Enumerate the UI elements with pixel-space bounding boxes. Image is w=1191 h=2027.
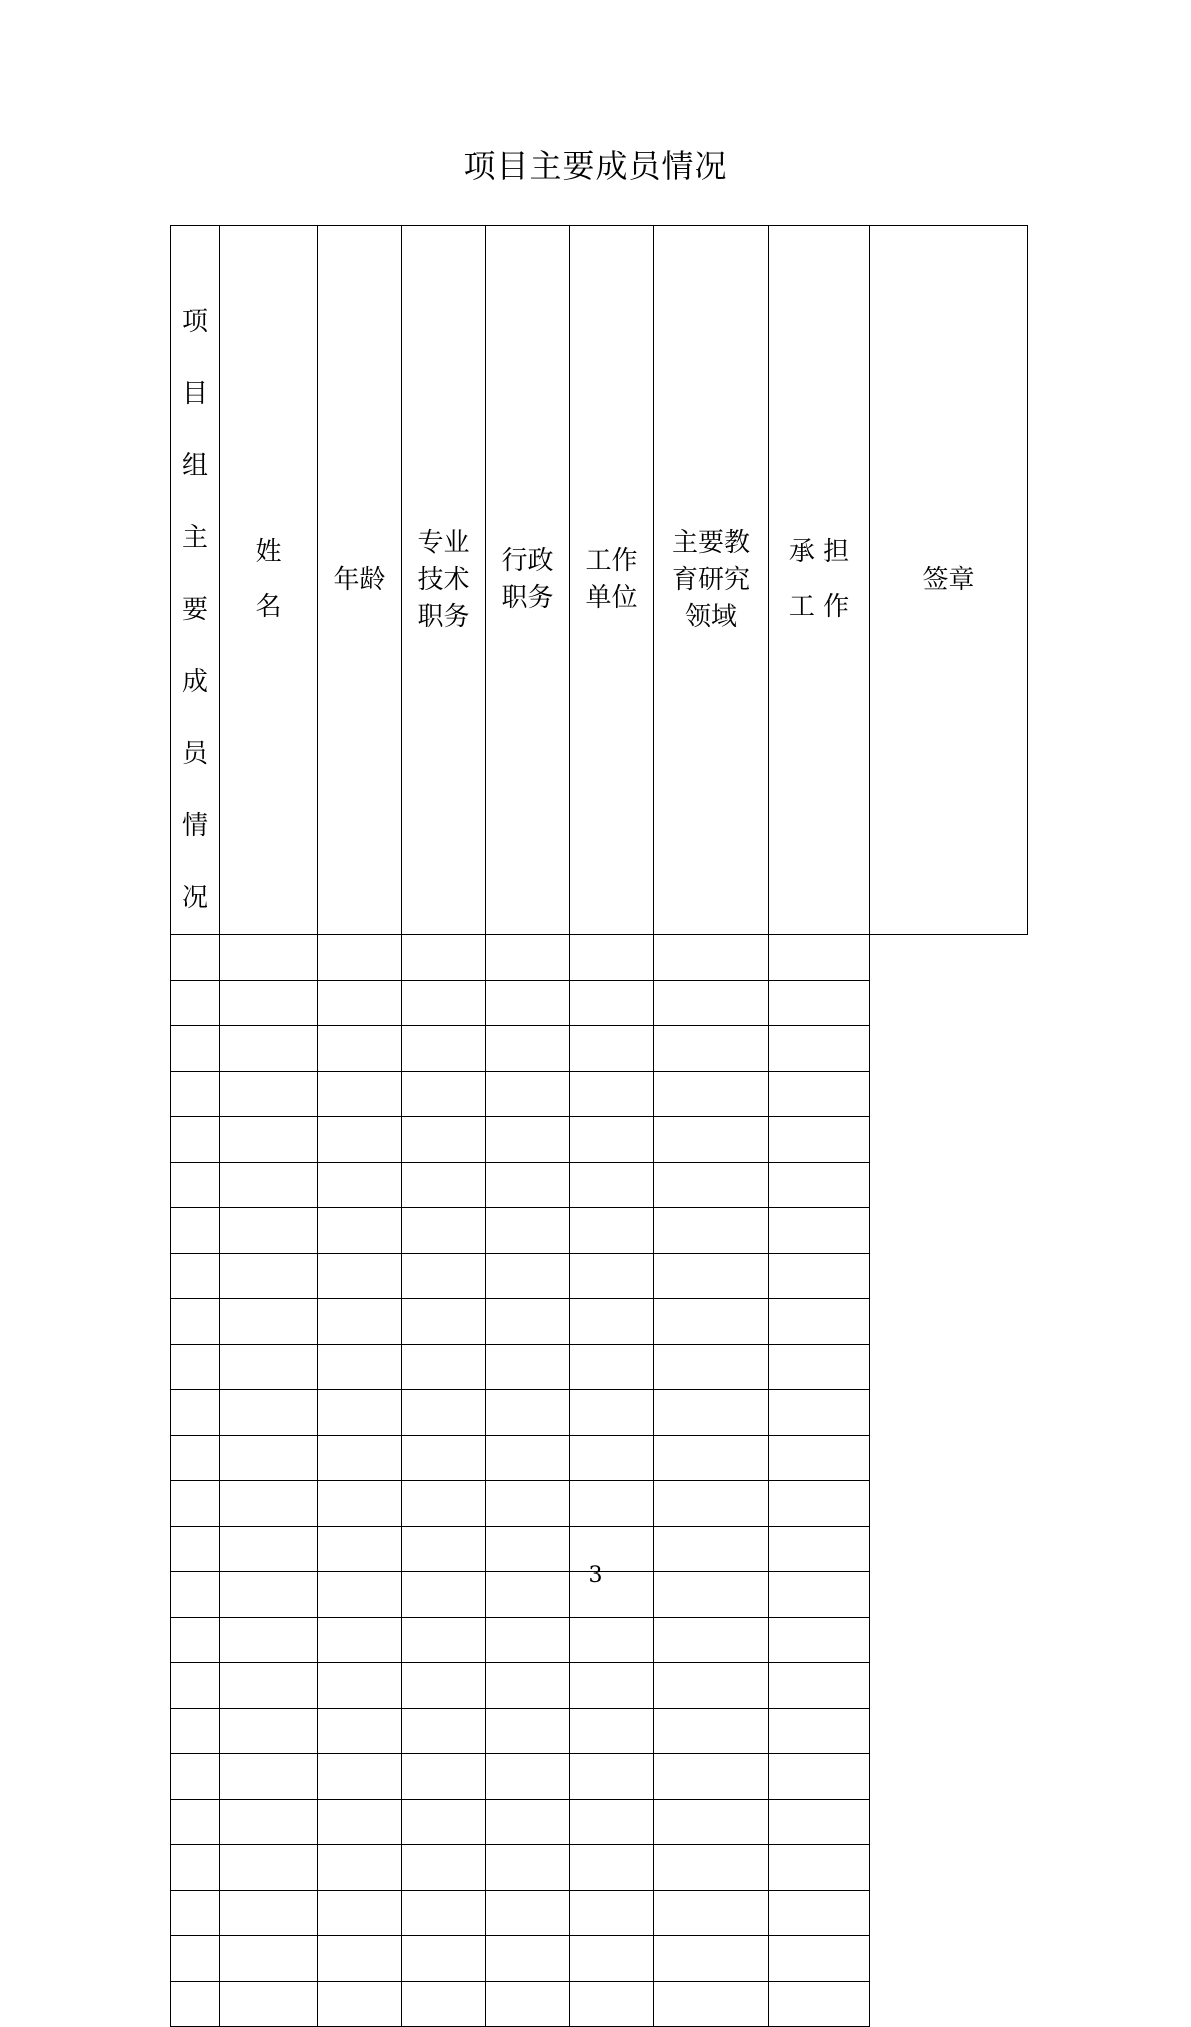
cell-professional-title[interactable]	[318, 1435, 402, 1481]
cell-age[interactable]	[220, 1754, 318, 1800]
cell-work-unit[interactable]	[486, 1026, 570, 1072]
cell-administrative-position[interactable]	[402, 1754, 486, 1800]
cell-administrative-position[interactable]	[402, 935, 486, 981]
header-line: 姓	[255, 537, 282, 567]
cell-assigned-work[interactable]	[654, 935, 769, 981]
cell-work-unit[interactable]	[486, 1754, 570, 1800]
cell-age[interactable]	[220, 1435, 318, 1481]
cell-signature[interactable]	[769, 1117, 870, 1163]
cell-professional-title[interactable]	[318, 1299, 402, 1345]
cell-age[interactable]	[220, 1890, 318, 1936]
cell-assigned-work[interactable]	[654, 1208, 769, 1254]
cell-work-unit[interactable]	[486, 1071, 570, 1117]
page-title: 项目主要成员情况	[463, 147, 728, 185]
cell-work-unit[interactable]	[486, 1435, 570, 1481]
header-line: 行政	[501, 546, 554, 576]
cell-assigned-work[interactable]	[654, 1299, 769, 1345]
header-age	[318, 226, 402, 935]
header-line: 职务	[417, 601, 470, 632]
cell-work-unit[interactable]	[486, 1890, 570, 1936]
cell-assigned-work[interactable]	[654, 1663, 769, 1709]
cell-assigned-work[interactable]	[654, 1162, 769, 1208]
cell-age[interactable]	[220, 1162, 318, 1208]
header-name	[220, 226, 318, 935]
table-row	[171, 1936, 1028, 1982]
cell-name[interactable]	[171, 935, 220, 981]
cell-age[interactable]	[220, 1936, 318, 1982]
cell-administrative-position[interactable]	[402, 1390, 486, 1436]
cell-signature[interactable]	[769, 1799, 870, 1845]
side-label-char: 项	[181, 307, 208, 337]
header-administrative-position	[486, 226, 570, 935]
cell-work-unit[interactable]	[486, 1663, 570, 1709]
cell-professional-title[interactable]	[318, 1071, 402, 1117]
cell-age[interactable]	[220, 1253, 318, 1299]
cell-professional-title[interactable]	[318, 1208, 402, 1254]
cell-professional-title[interactable]	[318, 1117, 402, 1163]
header-signature	[870, 226, 1028, 935]
cell-administrative-position[interactable]	[402, 1071, 486, 1117]
cell-research-field[interactable]	[570, 1617, 654, 1663]
cell-name[interactable]	[171, 1071, 220, 1117]
cell-signature[interactable]	[769, 1253, 870, 1299]
cell-assigned-work[interactable]	[654, 1253, 769, 1299]
cell-assigned-work[interactable]	[654, 1754, 769, 1800]
cell-professional-title[interactable]	[318, 1162, 402, 1208]
cell-signature[interactable]	[769, 1208, 870, 1254]
cell-signature[interactable]	[769, 1708, 870, 1754]
cell-research-field[interactable]	[570, 1117, 654, 1163]
cell-research-field[interactable]	[570, 1299, 654, 1345]
cell-name[interactable]	[171, 1299, 220, 1345]
cell-administrative-position[interactable]	[402, 1981, 486, 2027]
cell-signature[interactable]	[769, 1845, 870, 1891]
cell-name[interactable]	[171, 1435, 220, 1481]
cell-age[interactable]	[220, 1663, 318, 1709]
cell-work-unit[interactable]	[486, 1799, 570, 1845]
cell-signature[interactable]	[769, 1890, 870, 1936]
table-row	[171, 1253, 1028, 1299]
cell-signature[interactable]	[769, 935, 870, 981]
table-row	[171, 1208, 1028, 1254]
cell-signature[interactable]	[769, 1162, 870, 1208]
side-label	[171, 286, 219, 934]
table-row	[171, 1435, 1028, 1481]
cell-administrative-position[interactable]	[402, 1344, 486, 1390]
cell-research-field[interactable]	[570, 980, 654, 1026]
members-table	[170, 225, 1028, 2027]
cell-research-field[interactable]	[570, 1799, 654, 1845]
cell-age[interactable]	[220, 1026, 318, 1072]
header-line: 育研究	[671, 564, 750, 595]
cell-assigned-work[interactable]	[654, 1936, 769, 1982]
table-row	[171, 1799, 1028, 1845]
header-line: 职务	[501, 583, 554, 613]
cell-work-unit[interactable]	[486, 1390, 570, 1436]
cell-work-unit[interactable]	[486, 1936, 570, 1982]
header-line: 签章	[922, 564, 975, 595]
header-line: 名	[255, 592, 282, 622]
cell-assigned-work[interactable]	[654, 1617, 769, 1663]
header-assigned-work	[769, 226, 870, 935]
cell-administrative-position[interactable]	[402, 1481, 486, 1527]
cell-administrative-position[interactable]	[402, 1799, 486, 1845]
cell-work-unit[interactable]	[486, 1299, 570, 1345]
cell-administrative-position[interactable]	[402, 1435, 486, 1481]
cell-assigned-work[interactable]	[654, 1890, 769, 1936]
cell-age[interactable]	[220, 1481, 318, 1527]
cell-research-field[interactable]	[570, 1663, 654, 1709]
header-line: 工作	[585, 546, 638, 576]
cell-name[interactable]	[171, 1481, 220, 1527]
cell-signature[interactable]	[769, 1390, 870, 1436]
cell-age[interactable]	[220, 1117, 318, 1163]
header-line: 技术	[417, 564, 470, 595]
cell-signature[interactable]	[769, 980, 870, 1026]
cell-signature[interactable]	[769, 1754, 870, 1800]
cell-professional-title[interactable]	[318, 1481, 402, 1527]
table-row	[171, 1299, 1028, 1345]
cell-work-unit[interactable]	[486, 1845, 570, 1891]
cell-name[interactable]	[171, 1663, 220, 1709]
cell-research-field[interactable]	[570, 1481, 654, 1527]
cell-assigned-work[interactable]	[654, 1390, 769, 1436]
table-row	[171, 1071, 1028, 1117]
side-label-char: 况	[181, 883, 208, 913]
cell-work-unit[interactable]	[486, 980, 570, 1026]
cell-professional-title[interactable]	[318, 1708, 402, 1754]
cell-research-field[interactable]	[570, 1981, 654, 2027]
cell-professional-title[interactable]	[318, 1981, 402, 2027]
cell-assigned-work[interactable]	[654, 1026, 769, 1072]
cell-name[interactable]	[171, 1981, 220, 2027]
cell-work-unit[interactable]	[486, 1344, 570, 1390]
cell-work-unit[interactable]	[486, 1708, 570, 1754]
cell-research-field[interactable]	[570, 1936, 654, 1982]
cell-age[interactable]	[220, 1799, 318, 1845]
cell-name[interactable]	[171, 1799, 220, 1845]
cell-administrative-position[interactable]	[402, 1253, 486, 1299]
cell-signature[interactable]	[769, 1026, 870, 1072]
cell-research-field[interactable]	[570, 1845, 654, 1891]
cell-research-field[interactable]	[570, 1162, 654, 1208]
cell-age[interactable]	[220, 1299, 318, 1345]
cell-signature[interactable]	[769, 1663, 870, 1709]
table-row	[171, 1663, 1028, 1709]
cell-professional-title[interactable]	[318, 935, 402, 981]
cell-signature[interactable]	[769, 1936, 870, 1982]
table-row	[171, 935, 1028, 981]
cell-research-field[interactable]	[570, 1071, 654, 1117]
cell-assigned-work[interactable]	[654, 1344, 769, 1390]
cell-professional-title[interactable]	[318, 1845, 402, 1891]
cell-administrative-position[interactable]	[402, 1890, 486, 1936]
cell-signature[interactable]	[769, 1617, 870, 1663]
table-row	[171, 1981, 1028, 2027]
cell-professional-title[interactable]	[318, 1026, 402, 1072]
cell-research-field[interactable]	[570, 1208, 654, 1254]
cell-administrative-position[interactable]	[402, 1936, 486, 1982]
cell-assigned-work[interactable]	[654, 1481, 769, 1527]
side-label-char: 要	[181, 595, 208, 625]
table-row	[171, 1026, 1028, 1072]
cell-age[interactable]	[220, 1208, 318, 1254]
cell-professional-title[interactable]	[318, 1799, 402, 1845]
cell-professional-title[interactable]	[318, 980, 402, 1026]
cell-research-field[interactable]	[570, 1390, 654, 1436]
table-row	[171, 1162, 1028, 1208]
cell-age[interactable]	[220, 1845, 318, 1891]
cell-signature[interactable]	[769, 1981, 870, 2027]
header-row	[171, 226, 1028, 935]
header-line: 承 担	[788, 537, 850, 567]
cell-administrative-position[interactable]	[402, 1845, 486, 1891]
cell-research-field[interactable]	[570, 1026, 654, 1072]
cell-administrative-position[interactable]	[402, 1026, 486, 1072]
table-row	[171, 980, 1028, 1026]
side-label-char: 目	[181, 379, 208, 409]
cell-research-field[interactable]	[570, 1754, 654, 1800]
cell-work-unit[interactable]	[486, 1253, 570, 1299]
table-row	[171, 1754, 1028, 1800]
cell-research-field[interactable]	[570, 1435, 654, 1481]
table-row	[171, 1344, 1028, 1390]
cell-professional-title[interactable]	[318, 1617, 402, 1663]
side-label-char: 员	[181, 739, 208, 769]
cell-administrative-position[interactable]	[402, 1162, 486, 1208]
cell-age[interactable]	[220, 1981, 318, 2027]
header-work-unit	[570, 226, 654, 935]
cell-name[interactable]	[171, 1390, 220, 1436]
cell-research-field[interactable]	[570, 1890, 654, 1936]
cell-age[interactable]	[220, 1708, 318, 1754]
cell-age[interactable]	[220, 980, 318, 1026]
header-line: 主要教	[671, 527, 750, 558]
side-label-char: 成	[181, 667, 208, 697]
table-row	[171, 1845, 1028, 1891]
cell-age[interactable]	[220, 1071, 318, 1117]
cell-work-unit[interactable]	[486, 1481, 570, 1527]
side-label-char: 情	[181, 811, 208, 841]
cell-assigned-work[interactable]	[654, 1845, 769, 1891]
cell-research-field[interactable]	[570, 1253, 654, 1299]
cell-professional-title[interactable]	[318, 1936, 402, 1982]
cell-name[interactable]	[171, 1754, 220, 1800]
cell-administrative-position[interactable]	[402, 1208, 486, 1254]
table-row	[171, 1117, 1028, 1163]
cell-name[interactable]	[171, 1617, 220, 1663]
cell-name[interactable]	[171, 1344, 220, 1390]
cell-professional-title[interactable]	[318, 1253, 402, 1299]
table-row	[171, 1481, 1028, 1527]
table-row	[171, 1890, 1028, 1936]
cell-work-unit[interactable]	[486, 1208, 570, 1254]
cell-administrative-position[interactable]	[402, 1663, 486, 1709]
cell-professional-title[interactable]	[318, 1344, 402, 1390]
side-label-char: 组	[181, 451, 208, 481]
cell-research-field[interactable]	[570, 1344, 654, 1390]
header-line: 领域	[684, 601, 737, 632]
cell-assigned-work[interactable]	[654, 1117, 769, 1163]
header-professional-title	[402, 226, 486, 935]
cell-professional-title[interactable]	[318, 1890, 402, 1936]
cell-professional-title[interactable]	[318, 1390, 402, 1436]
header-line: 工 作	[788, 592, 850, 622]
cell-age[interactable]	[220, 1344, 318, 1390]
cell-work-unit[interactable]	[486, 1617, 570, 1663]
page-number: 3	[588, 1563, 603, 1588]
cell-administrative-position[interactable]	[402, 1708, 486, 1754]
cell-name[interactable]	[171, 1162, 220, 1208]
cell-age[interactable]	[220, 1617, 318, 1663]
cell-work-unit[interactable]	[486, 1117, 570, 1163]
cell-signature[interactable]	[769, 1435, 870, 1481]
cell-name[interactable]	[171, 1253, 220, 1299]
side-label-cell	[171, 226, 220, 935]
cell-administrative-position[interactable]	[402, 1117, 486, 1163]
cell-name[interactable]	[171, 980, 220, 1026]
table-row	[171, 1390, 1028, 1436]
cell-name[interactable]	[171, 1026, 220, 1072]
cell-work-unit[interactable]	[486, 935, 570, 981]
cell-research-field[interactable]	[570, 935, 654, 981]
cell-age[interactable]	[220, 935, 318, 981]
cell-signature[interactable]	[769, 1344, 870, 1390]
cell-name[interactable]	[171, 1208, 220, 1254]
cell-assigned-work[interactable]	[654, 1981, 769, 2027]
header-line: 专业	[417, 527, 470, 558]
cell-signature[interactable]	[769, 1071, 870, 1117]
cell-name[interactable]	[171, 1890, 220, 1936]
cell-name[interactable]	[171, 1845, 220, 1891]
cell-signature[interactable]	[769, 1481, 870, 1527]
cell-professional-title[interactable]	[318, 1754, 402, 1800]
cell-work-unit[interactable]	[486, 1162, 570, 1208]
cell-assigned-work[interactable]	[654, 1435, 769, 1481]
cell-assigned-work[interactable]	[654, 1799, 769, 1845]
cell-administrative-position[interactable]	[402, 1617, 486, 1663]
cell-assigned-work[interactable]	[654, 980, 769, 1026]
cell-administrative-position[interactable]	[402, 980, 486, 1026]
cell-age[interactable]	[220, 1390, 318, 1436]
cell-signature[interactable]	[769, 1299, 870, 1345]
side-label-char: 主	[181, 523, 208, 553]
cell-work-unit[interactable]	[486, 1981, 570, 2027]
header-research-field	[654, 226, 769, 935]
header-line: 年龄	[333, 564, 386, 595]
cell-assigned-work[interactable]	[654, 1071, 769, 1117]
cell-administrative-position[interactable]	[402, 1299, 486, 1345]
cell-name[interactable]	[171, 1708, 220, 1754]
cell-name[interactable]	[171, 1936, 220, 1982]
cell-assigned-work[interactable]	[654, 1708, 769, 1754]
header-line: 单位	[585, 583, 638, 613]
table-row	[171, 1708, 1028, 1754]
cell-professional-title[interactable]	[318, 1663, 402, 1709]
table-row	[171, 1617, 1028, 1663]
cell-name[interactable]	[171, 1117, 220, 1163]
member-rows	[171, 935, 1028, 2027]
cell-research-field[interactable]	[570, 1708, 654, 1754]
